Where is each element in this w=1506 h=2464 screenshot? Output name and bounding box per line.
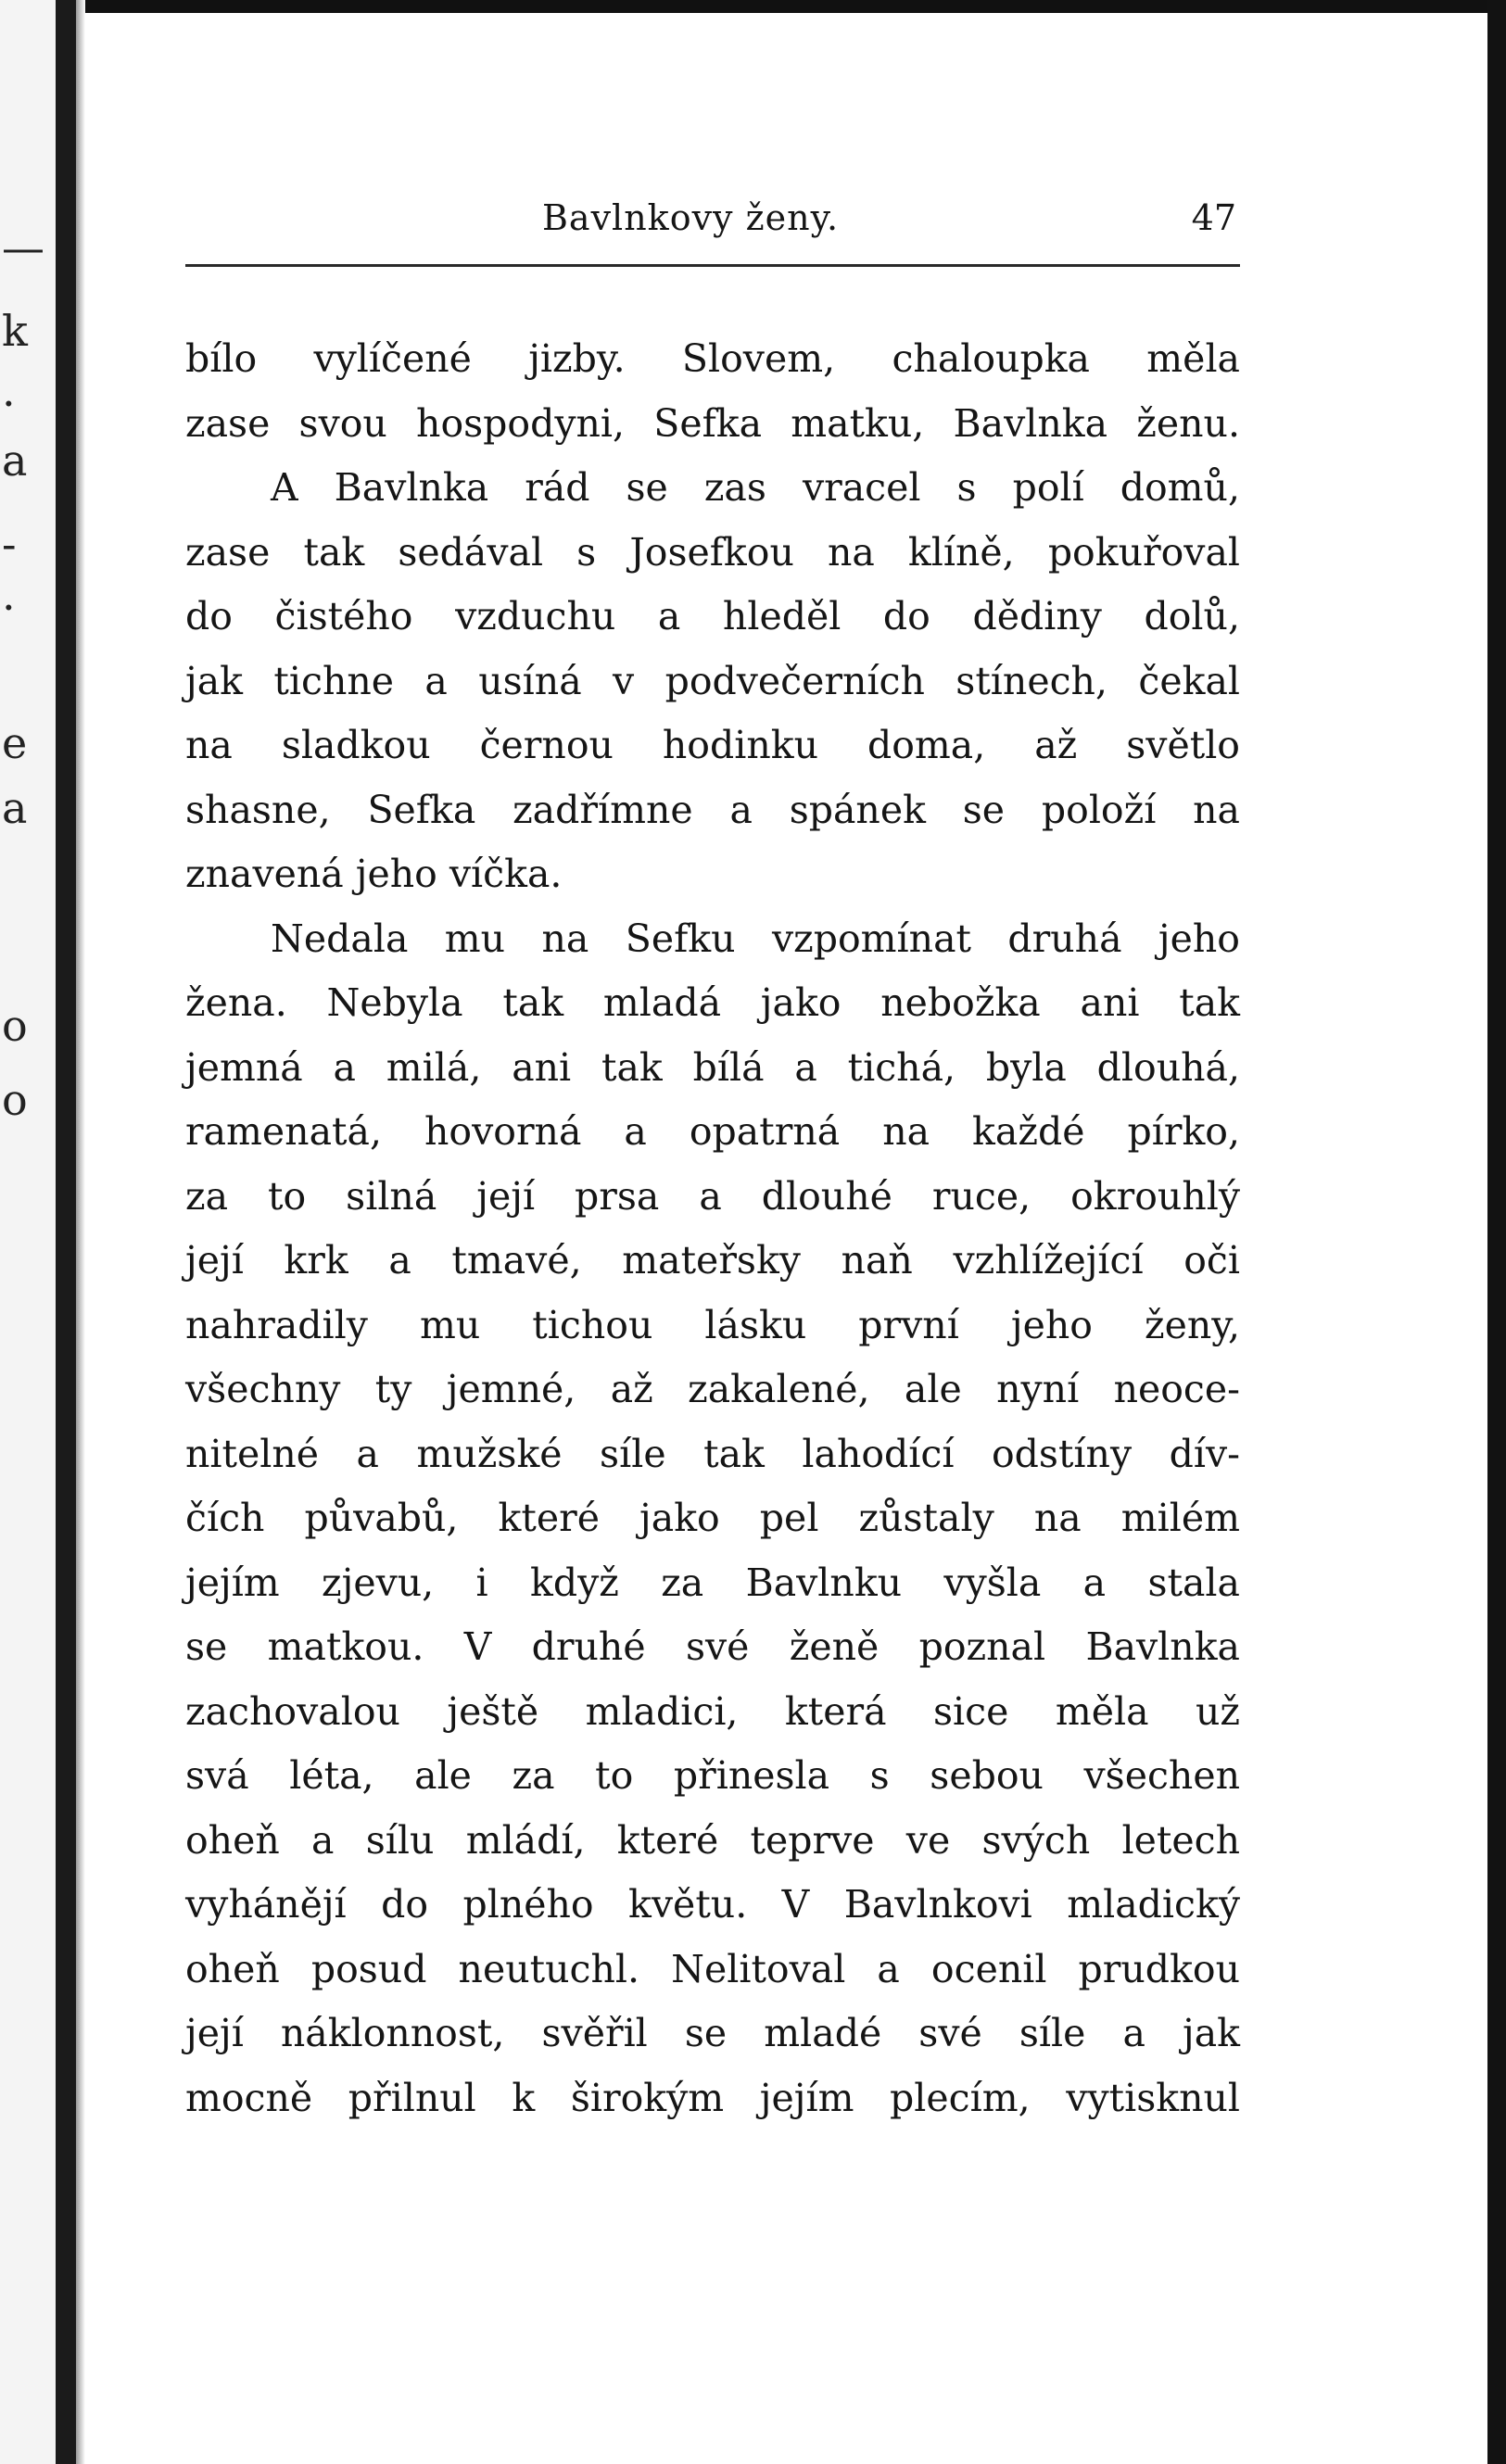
text-line: zase svou hospodyni, Sefka matku, Bavlnka ženu. <box>185 400 1240 446</box>
running-title: Bavlnkovy ženy. <box>542 197 840 238</box>
margin-fragment: o <box>2 1001 28 1051</box>
margin-fragment: a <box>2 436 28 486</box>
text-line: do čistého vzduchu a hleděl do dědiny dolů, <box>185 594 1240 638</box>
text-line: shasne, Sefka zadřímne a spánek se položí na <box>185 787 1240 832</box>
text-line: žena. Nebyla tak mladá jako nebožka ani tak <box>185 980 1240 1025</box>
margin-fragment: a <box>2 783 28 833</box>
text-line: Nedala mu na Sefku vzpomínat druhá jeho <box>271 916 1240 961</box>
text-line: nitelné a mužské síle tak lahodící odstíny dív- <box>185 1431 1240 1476</box>
page-header <box>185 190 1240 246</box>
binding-gradient <box>76 0 85 2464</box>
page-number: 47 <box>1191 197 1236 238</box>
text-line: oheň a sílu mládí, které teprve ve svých letech <box>185 1817 1240 1863</box>
text-line: nahradily mu tichou lásku první jeho ženy, <box>185 1302 1240 1347</box>
text-line: zachovalou ještě mladici, která sice měla už <box>185 1688 1240 1734</box>
text-line: její krk a tmavé, mateřsky naň vzhlížející oči <box>185 1238 1240 1283</box>
text-line: za to silná její prsa a dlouhé ruce, okrouhlý <box>185 1173 1240 1219</box>
text-line: svá léta, ale za to přinesla s sebou všechen <box>185 1753 1240 1798</box>
margin-fragment: - <box>2 519 17 569</box>
binding-shadow <box>56 0 76 2464</box>
text-line: jak tichne a usíná v podvečerních stínech, čekal <box>185 658 1240 703</box>
text-line: zase tak sedával s Josefkou na klíně, pokuřoval <box>185 529 1240 575</box>
scan-top-edge <box>0 0 1506 13</box>
text-line: vyhánějí do plného květu. V Bavlnkovi mladický <box>185 1882 1240 1927</box>
text-line: mocně přilnul k širokým jejím plecím, vytisknul <box>185 2075 1240 2120</box>
text-line: na sladkou černou hodinku doma, až světlo <box>185 723 1240 767</box>
text-line: její náklonnost, svěřil se mladé své síle a jak <box>185 2011 1240 2055</box>
header-rule <box>185 264 1240 267</box>
text-line: čích půvabů, které jako pel zůstaly na milém <box>185 1496 1240 1540</box>
text-line: znavená jeho víčka. <box>185 852 563 896</box>
scan-right-edge <box>1487 0 1506 2464</box>
body-text <box>185 327 1240 2130</box>
margin-fragment: . <box>2 366 16 416</box>
text-line: se matkou. V druhé své ženě poznal Bavlnka <box>185 1624 1240 1669</box>
text-line: oheň posud neutuchl. Nelitoval a ocenil prudkou <box>185 1946 1240 1991</box>
text-line: jemná a milá, ani tak bílá a tichá, byla dlouhá, <box>185 1044 1240 1090</box>
margin-fragment: k <box>2 306 28 356</box>
text-line: A Bavlnka rád se zas vracel s polí domů, <box>271 465 1240 510</box>
text-line: ramenatá, hovorná a opatrná na každé pírko, <box>185 1109 1240 1154</box>
book-page <box>185 190 1240 2120</box>
margin-fragment: e <box>2 718 28 768</box>
text-line: všechny ty jemné, až zakalené, ale nyní neoce- <box>185 1367 1240 1411</box>
text-line: jejím zjevu, i když za Bavlnku vyšla a stala <box>185 1560 1240 1605</box>
margin-fragment: — <box>2 222 44 272</box>
margin-fragment: . <box>2 570 16 620</box>
margin-fragment: o <box>2 1075 28 1125</box>
text-line: bílo vylíčené jizby. Slovem, chaloupka měla <box>185 336 1240 381</box>
